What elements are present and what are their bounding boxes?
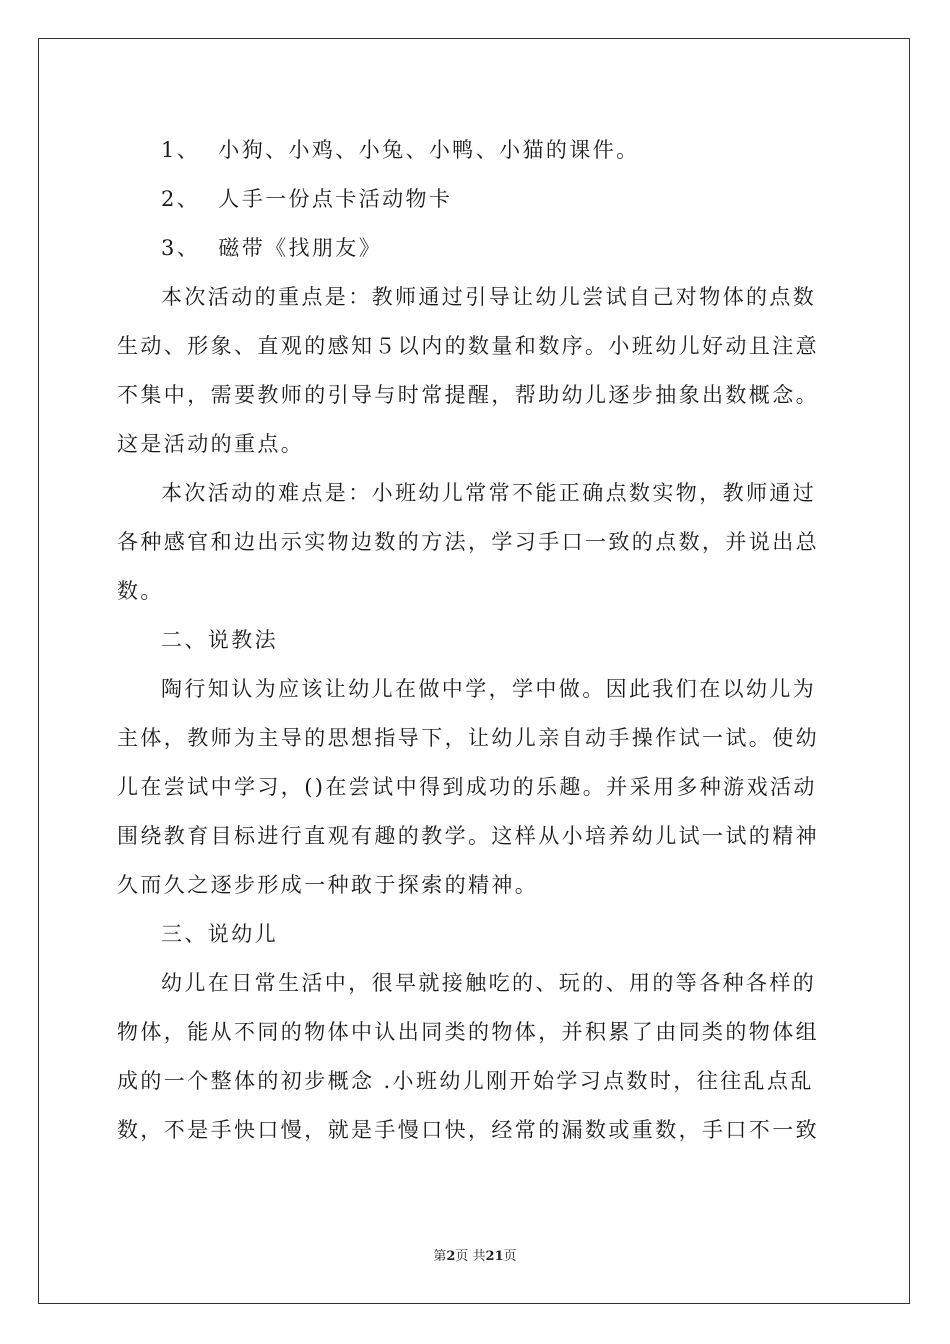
paragraph-line: 这是活动的重点。 <box>117 432 305 456</box>
document-body <box>117 128 835 1142</box>
paragraph-line: 数，不是手快口慢，就是手慢口快，经常的漏数或重数，手口不一致 <box>117 1118 819 1142</box>
section-heading-method: 二、说教法 <box>161 628 278 652</box>
paragraph-method <box>117 677 835 897</box>
paragraph-line: 数。 <box>117 579 164 603</box>
materials-list <box>117 138 835 260</box>
paragraph-line: 幼儿在日常生活中，很早就接触吃的、玩的、用的等各种各样的 <box>161 971 817 995</box>
paragraph-line: 生动、形象、直观的感知５以内的数量和数序。小班幼儿好动且注意 <box>117 334 819 358</box>
footer-page-mid: 页 共 <box>455 1249 486 1264</box>
paragraph-line: 围绕教育目标进行直观有趣的教学。这样从小培养幼儿试一试的精神 <box>117 824 819 848</box>
list-item: 1、 小狗、小鸡、小兔、小鸭、小猫的课件。 <box>161 138 640 162</box>
paragraph-line: 主体，教师为主导的思想指导下，让幼儿亲自动手操作试一试。使幼 <box>117 726 819 750</box>
footer-page-prefix: 第 <box>433 1249 447 1264</box>
section-heading-children: 三、说幼儿 <box>161 922 278 946</box>
paragraph-line: 儿在尝试中学习，()在尝试中得到成功的乐趣。并采用多种游戏活动 <box>117 775 817 799</box>
list-item: 2、 人手一份点卡活动物卡 <box>161 187 453 211</box>
paragraph-focus <box>117 285 835 456</box>
paragraph-line: 陶行知认为应该让幼儿在做中学，学中做。因此我们在以幼儿为 <box>161 677 817 701</box>
footer-page-current: 2 <box>446 1249 456 1264</box>
page-footer <box>0 1245 950 1264</box>
footer-page-suffix: 页 <box>503 1249 517 1264</box>
paragraph-line: 本次活动的重点是：教师通过引导让幼儿尝试自己对物体的点数 <box>161 285 817 309</box>
list-item: 3、 磁带《找朋友》 <box>161 236 383 260</box>
paragraph-line: 成的一个整体的初步概念 .小班幼儿刚开始学习点数时，往往乱点乱 <box>117 1069 814 1093</box>
paragraph-line: 本次活动的难点是：小班幼儿常常不能正确点数实物，教师通过 <box>161 481 817 505</box>
paragraph-line: 久而久之逐步形成一种敢于探索的精神。 <box>117 873 539 897</box>
paragraph-line: 物体，能从不同的物体中认出同类的物体，并积累了由同类的物体组 <box>117 1020 819 1044</box>
paragraph-line: 不集中，需要教师的引导与时常提醒，帮助幼儿逐步抽象出数概念。 <box>117 383 819 407</box>
footer-page-total: 21 <box>485 1249 504 1264</box>
paragraph-children <box>117 971 835 1142</box>
paragraph-difficulty <box>117 481 835 603</box>
paragraph-line: 各种感官和边出示实物边数的方法，学习手口一致的点数，并说出总 <box>117 530 819 554</box>
